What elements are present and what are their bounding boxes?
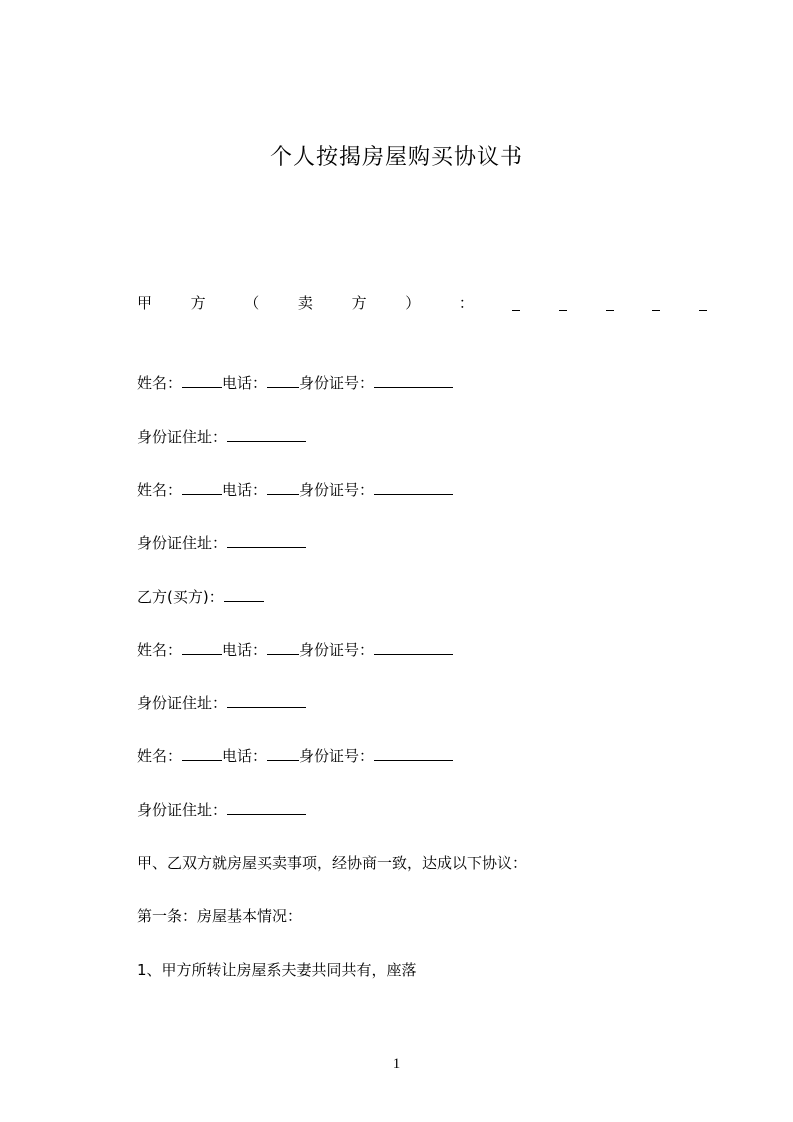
address-blank [227,426,306,442]
document-title: 个人按揭房屋购买协议书 [269,145,523,170]
name-blank [182,639,222,655]
page-number: 1 [392,1056,401,1072]
fill-blank [512,294,520,311]
address-label: 身份证住址： [137,694,228,712]
name-label: 姓名： [137,374,183,392]
party-a-heading-char: 甲 [137,293,153,312]
name-label: 姓名： [137,481,183,499]
id-blank [374,745,453,761]
id-label: 身份证号： [299,481,375,499]
address-blank [227,799,306,815]
phone-label: 电话： [222,747,268,765]
seller-1-address-line [137,426,306,447]
fill-blank [652,294,660,311]
address-label: 身份证住址： [137,428,228,446]
agreement-intro: 甲、乙双方就房屋买卖事项，经协商一致，达成以下协议： [137,854,528,872]
fill-blank [559,294,567,311]
id-label: 身份证号： [299,747,375,765]
phone-label: 电话： [222,374,268,392]
name-blank [182,372,222,388]
seller-1-info-line [137,372,453,393]
id-blank [374,639,453,655]
id-blank [374,372,453,388]
address-label: 身份证住址： [137,801,228,819]
phone-blank [267,372,299,388]
phone-label: 电话： [222,641,268,659]
id-blank [374,479,453,495]
party-a-heading-char: 卖 [297,293,313,312]
party-a-heading [137,290,707,314]
fill-blank [699,294,707,311]
address-label: 身份证住址： [137,534,228,552]
party-b-label: 乙方(买方)： [137,588,224,606]
address-blank [227,692,306,708]
phone-blank [267,479,299,495]
address-blank [227,532,306,548]
party-b-heading [137,586,264,607]
phone-label: 电话： [222,481,268,499]
phone-blank [267,745,299,761]
name-blank [182,745,222,761]
party-a-heading-char: ） [405,293,421,312]
seller-2-info-line [137,479,453,500]
fill-blank [606,294,614,311]
party-a-heading-char: ： [458,293,474,312]
id-label: 身份证号： [299,641,375,659]
party-b-blank [224,586,264,602]
phone-blank [267,639,299,655]
buyer-2-info-line [137,745,453,766]
buyer-2-address-line [137,799,306,820]
party-a-heading-char: 方 [190,293,206,312]
name-label: 姓名： [137,641,183,659]
id-label: 身份证号： [299,374,375,392]
buyer-1-address-line [137,692,306,713]
seller-2-address-line [137,532,306,553]
buyer-1-info-line [137,639,453,660]
party-a-heading-char: （ [244,293,260,312]
name-blank [182,479,222,495]
name-label: 姓名： [137,747,183,765]
article-1-item-1: 1、甲方所转让房屋系夫妻共同共有，座落 [137,961,417,979]
article-1-heading: 第一条：房屋基本情况： [137,907,303,925]
party-a-heading-char: 方 [351,293,367,312]
